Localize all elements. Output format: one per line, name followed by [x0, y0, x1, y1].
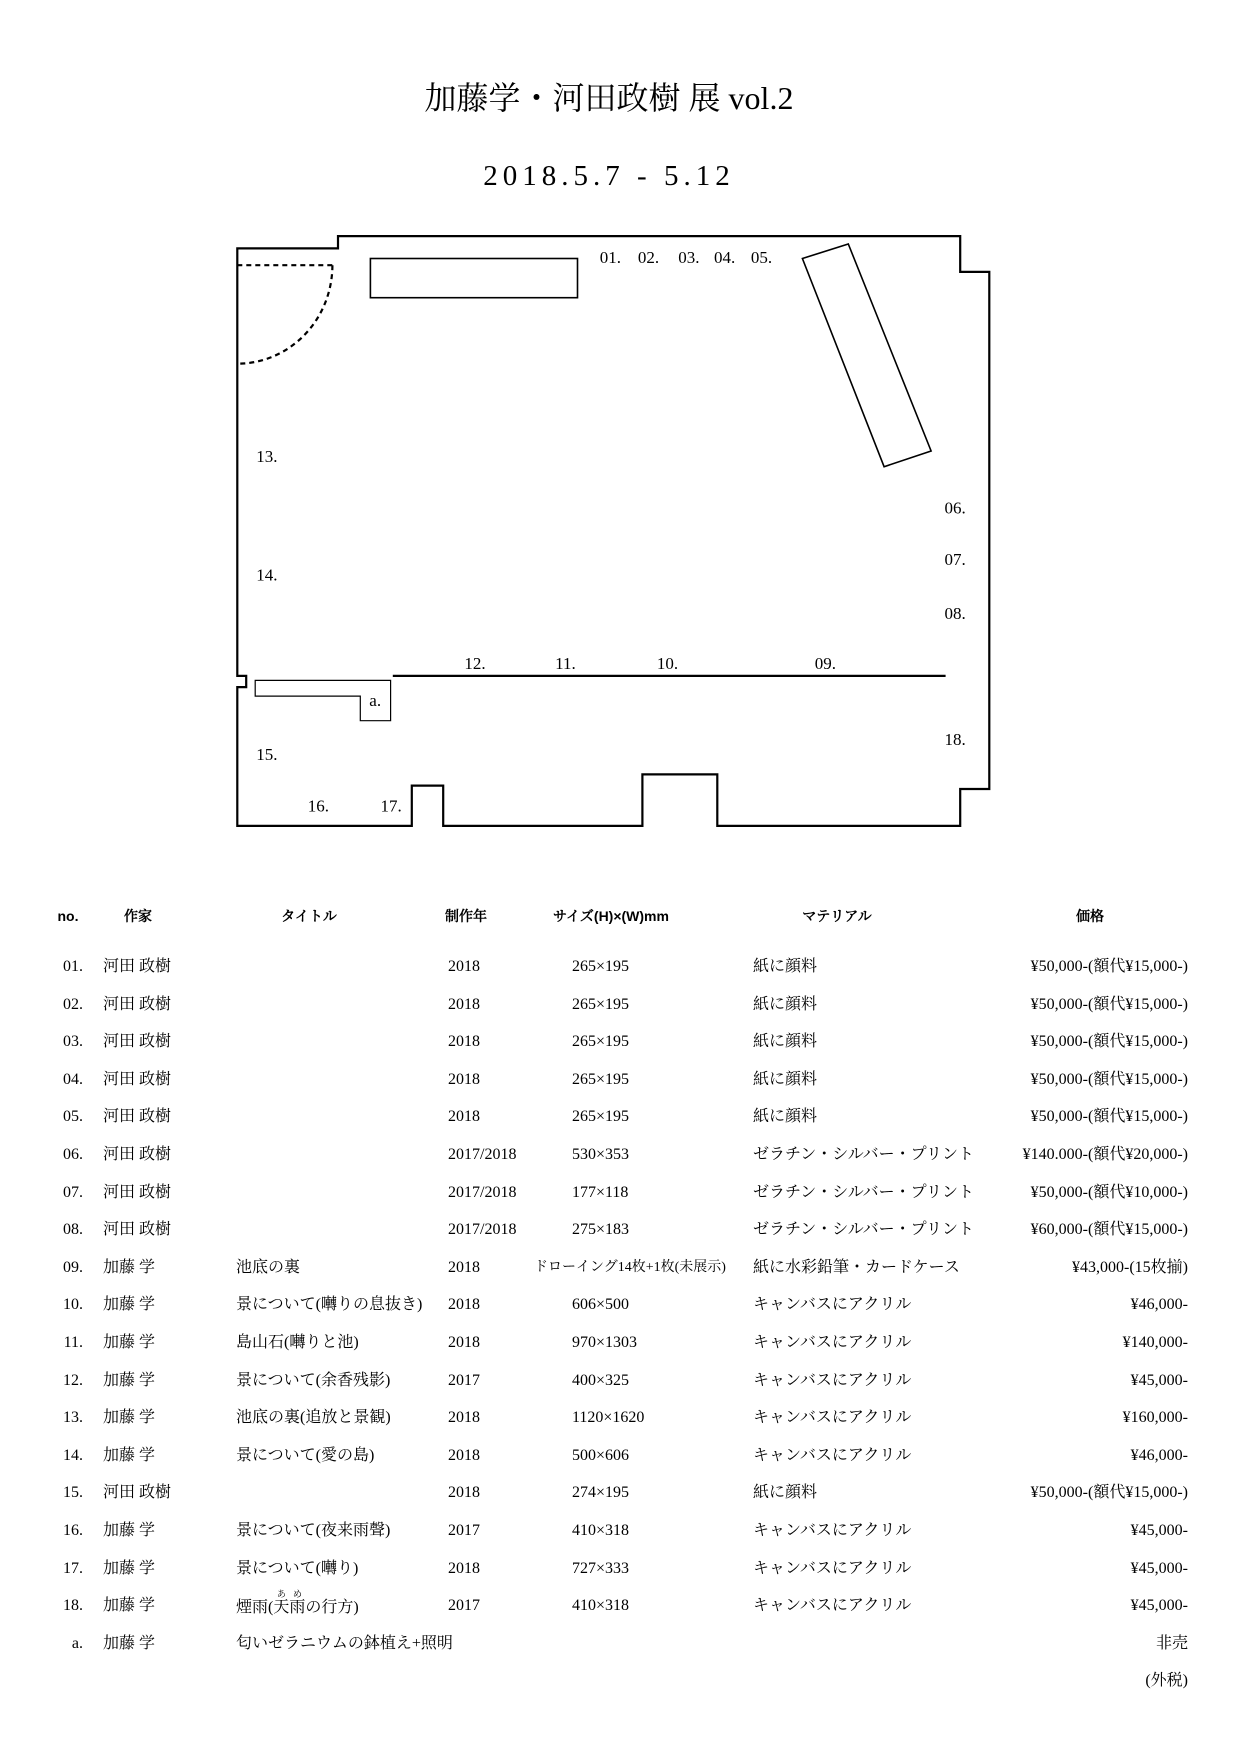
- cell-year: 2017: [448, 1597, 480, 1615]
- cell-no: 14.: [63, 1446, 83, 1464]
- cell-no: 12.: [63, 1371, 83, 1389]
- cell-title: 景について(夜来雨聲): [236, 1522, 391, 1539]
- header-price: 価格: [1076, 908, 1104, 924]
- cell-size: 265×195: [572, 958, 630, 975]
- table-row: [0, 1143, 1240, 1167]
- cell-price: ¥50,000-(額代¥15,000-): [1030, 1033, 1188, 1051]
- door-swing: [237, 265, 332, 364]
- cell-size: 970×1303: [572, 1334, 638, 1351]
- cell-price: ¥45,000-: [1130, 1522, 1188, 1539]
- floor-label-10: 10.: [656, 654, 679, 674]
- cell-title: 匂いゼラニウムの鉢植え+照明: [236, 1634, 453, 1652]
- page-title: 加藤学・河田政樹 展 vol.2: [424, 80, 794, 116]
- floor-label-07: 07.: [944, 550, 966, 570]
- cell-year: 2018: [448, 1484, 480, 1502]
- cell-artist: 河田 政樹: [103, 1484, 172, 1502]
- cell-no: 08.: [63, 1221, 83, 1239]
- cell-size: 1120×1620: [572, 1409, 645, 1427]
- cell-size: 606×500: [572, 1296, 630, 1314]
- cell-year: 2017/2018: [448, 1183, 517, 1201]
- cell-no: 18.: [63, 1597, 83, 1615]
- cell-no: 17.: [63, 1559, 83, 1577]
- table-row: [0, 1444, 1240, 1468]
- cell-artist: 加藤 学: [103, 1409, 156, 1427]
- cell-artist: 河田 政樹: [103, 1033, 172, 1051]
- cell-no: 13.: [63, 1409, 83, 1427]
- cell-material: 紙に顔料: [753, 1033, 818, 1051]
- display-table-angled: [802, 244, 931, 467]
- floor-label-02: 02.: [637, 247, 660, 267]
- cell-size: 177×118: [572, 1183, 629, 1201]
- cell-size: 400×325: [572, 1371, 630, 1389]
- table-row: [0, 1105, 1240, 1129]
- floor-plan: [0, 0, 1240, 860]
- table-row: [0, 1519, 1240, 1543]
- cell-year: 2018: [448, 1296, 480, 1314]
- floor-label-12: 12.: [464, 654, 486, 674]
- cell-no: 04.: [63, 1070, 83, 1088]
- floor-label-17: 17.: [380, 796, 402, 816]
- cell-title: 島山石(囀りと池): [236, 1334, 359, 1351]
- cell-artist: 加藤 学: [103, 1597, 156, 1615]
- cell-material: 紙に顔料: [753, 995, 818, 1013]
- cell-no: 05.: [63, 1108, 83, 1126]
- cell-size: 500×606: [572, 1446, 630, 1464]
- cell-material: キャンバスにアクリル: [753, 1559, 912, 1577]
- header-year: 制作年: [445, 908, 487, 924]
- cell-artist: 加藤 学: [103, 1296, 156, 1314]
- cell-price: ¥50,000-(額代¥15,000-): [1030, 995, 1188, 1013]
- cell-material: ゼラチン・シルバー・プリント: [753, 1183, 975, 1201]
- shelf-a: [255, 680, 390, 720]
- table-row: [0, 1218, 1240, 1242]
- cell-year: 2018: [448, 1409, 480, 1427]
- cell-material: 紙に顔料: [753, 1484, 818, 1502]
- cell-year: 2018: [448, 1446, 480, 1464]
- cell-year: 2018: [448, 1033, 480, 1051]
- floor-label-13: 13.: [256, 447, 278, 467]
- cell-material: キャンバスにアクリル: [753, 1409, 912, 1427]
- table-row: [0, 1068, 1240, 1092]
- cell-title: 景について(愛の島): [236, 1446, 375, 1464]
- cell-price: ¥43,000-(15枚揃): [1072, 1258, 1188, 1276]
- title-ruby: [273, 1589, 306, 1617]
- table-row: [0, 1632, 1240, 1656]
- header-artist: 作家: [124, 908, 152, 924]
- cell-size: 275×183: [572, 1221, 630, 1239]
- cell-year: 2018: [448, 995, 480, 1013]
- cell-price: ¥50,000-(額代¥15,000-): [1030, 958, 1188, 975]
- cell-year: 2017: [448, 1522, 480, 1539]
- table-row: [0, 1331, 1240, 1355]
- cell-title: 池底の裏(追放と景観): [236, 1409, 391, 1427]
- cell-artist: 河田 政樹: [103, 1070, 172, 1088]
- table-row: [0, 1406, 1240, 1430]
- table-row: [0, 993, 1240, 1017]
- cell-size: ドローイング14枚+1枚(未展示): [534, 1259, 726, 1275]
- cell-artist: 加藤 学: [103, 1258, 156, 1276]
- cell-price: ¥50,000-(額代¥15,000-): [1030, 1484, 1188, 1502]
- cell-material: キャンバスにアクリル: [753, 1296, 912, 1314]
- cell-size: 265×195: [572, 1070, 630, 1088]
- cell-artist: 加藤 学: [103, 1334, 156, 1351]
- table-row: [0, 1589, 1240, 1618]
- cell-title: 景について(囀り): [236, 1559, 359, 1577]
- cell-no: 16.: [63, 1522, 83, 1539]
- cell-size: 265×195: [572, 1108, 630, 1126]
- cell-material: キャンバスにアクリル: [753, 1597, 912, 1615]
- cell-no: 03.: [63, 1033, 83, 1051]
- floor-label-08: 08.: [944, 603, 966, 623]
- title-text: 煙雨(: [236, 1599, 274, 1617]
- header-title: タイトル: [281, 908, 337, 924]
- cell-price: ¥50,000-(額代¥10,000-): [1030, 1183, 1188, 1201]
- cell-year: 2017/2018: [448, 1221, 517, 1239]
- ruby-reading: あめ: [273, 1589, 306, 1600]
- floor-label-09: 09.: [814, 654, 836, 674]
- cell-artist: 河田 政樹: [103, 1146, 172, 1163]
- cell-no: 15.: [63, 1484, 83, 1502]
- cell-size: 265×195: [572, 1033, 630, 1051]
- cell-no: 01.: [63, 958, 83, 975]
- floor-label-16: 16.: [307, 796, 330, 816]
- cell-no: 07.: [63, 1183, 83, 1201]
- cell-material: ゼラチン・シルバー・プリント: [753, 1221, 975, 1239]
- cell-price: ¥45,000-: [1130, 1559, 1188, 1577]
- cell-size: 265×195: [572, 995, 630, 1013]
- cell-price: ¥160,000-: [1122, 1409, 1188, 1427]
- cell-artist: 河田 政樹: [103, 995, 172, 1013]
- cell-size: 727×333: [572, 1559, 630, 1577]
- exhibition-dates: 2018.5.7 - 5.12: [483, 160, 735, 192]
- table-row: [0, 1557, 1240, 1581]
- cell-material: 紙に顔料: [753, 1108, 818, 1126]
- floor-label-a: a.: [369, 691, 382, 710]
- cell-material: キャンバスにアクリル: [753, 1522, 912, 1539]
- cell-artist: 加藤 学: [103, 1522, 156, 1539]
- cell-material: 紙に水彩鉛筆・カードケース: [753, 1258, 960, 1276]
- cell-title: 池底の裏: [236, 1258, 301, 1276]
- cell-title: [236, 1589, 359, 1620]
- cell-size: 410×318: [572, 1522, 630, 1539]
- table-row: [0, 1256, 1240, 1280]
- cell-material: 紙に顔料: [753, 1070, 818, 1088]
- floor-label-01: 01.: [599, 247, 622, 267]
- display-table-top: [370, 259, 577, 298]
- cell-size: 530×353: [572, 1146, 630, 1163]
- cell-year: 2018: [448, 958, 480, 975]
- floor-label-18: 18.: [944, 730, 966, 750]
- cell-artist: 加藤 学: [103, 1559, 156, 1577]
- cell-no: a.: [71, 1634, 83, 1652]
- floor-label-15: 15.: [256, 744, 278, 764]
- room-outline: [237, 236, 989, 826]
- table-row: [0, 1481, 1240, 1505]
- table-row: [0, 955, 1240, 979]
- table-row: [0, 1181, 1240, 1205]
- cell-year: 2018: [448, 1258, 480, 1276]
- cell-artist: 加藤 学: [103, 1371, 156, 1389]
- title-text: の行方): [305, 1599, 359, 1617]
- cell-artist: 河田 政樹: [103, 1108, 172, 1126]
- ruby-base: 天雨: [273, 1599, 306, 1617]
- header-size: サイズ(H)×(W)mm: [553, 908, 669, 924]
- floor-label-11: 11.: [555, 654, 576, 674]
- table-row: [0, 1369, 1240, 1393]
- cell-material: ゼラチン・シルバー・プリント: [753, 1146, 975, 1163]
- cell-year: 2018: [448, 1334, 480, 1351]
- floor-label-06: 06.: [944, 498, 966, 518]
- cell-year: 2018: [448, 1559, 480, 1577]
- floor-label-14: 14.: [256, 565, 278, 585]
- cell-price: ¥45,000-: [1130, 1371, 1188, 1389]
- cell-material: 紙に顔料: [753, 958, 818, 975]
- table-row: [0, 1030, 1240, 1054]
- cell-title: 景について(囀りの息抜き): [236, 1296, 423, 1314]
- cell-artist: 加藤 学: [103, 1446, 156, 1464]
- cell-price: 非売: [1155, 1634, 1188, 1652]
- tax-note: (外税): [1145, 1672, 1188, 1689]
- cell-artist: 河田 政樹: [103, 1221, 172, 1239]
- header-no: no.: [57, 908, 79, 924]
- cell-size: 410×318: [572, 1597, 630, 1615]
- floor-label-05: 05.: [750, 247, 773, 267]
- cell-year: 2018: [448, 1070, 480, 1088]
- cell-no: 09.: [63, 1258, 83, 1276]
- cell-size: 274×195: [572, 1484, 630, 1502]
- cell-title: 景について(余香残影): [236, 1371, 391, 1389]
- cell-price: ¥140,000-: [1122, 1334, 1188, 1351]
- cell-price: ¥50,000-(額代¥15,000-): [1030, 1108, 1188, 1126]
- cell-year: 2018: [448, 1108, 480, 1126]
- cell-price: ¥140.000-(額代¥20,000-): [1022, 1146, 1188, 1163]
- cell-material: キャンバスにアクリル: [753, 1334, 912, 1351]
- cell-year: 2017: [448, 1371, 480, 1389]
- cell-no: 02.: [63, 995, 83, 1013]
- floor-label-04: 04.: [714, 247, 736, 267]
- cell-year: 2017/2018: [448, 1146, 517, 1163]
- cell-no: 06.: [63, 1146, 83, 1163]
- cell-artist: 河田 政樹: [103, 1183, 172, 1201]
- cell-price: ¥46,000-: [1130, 1446, 1188, 1464]
- cell-artist: 河田 政樹: [103, 958, 172, 975]
- cell-no: 10.: [63, 1296, 83, 1314]
- cell-material: キャンバスにアクリル: [753, 1371, 912, 1389]
- floor-label-03: 03.: [678, 247, 700, 267]
- cell-price: ¥50,000-(額代¥15,000-): [1030, 1070, 1188, 1088]
- cell-price: ¥45,000-: [1130, 1597, 1188, 1615]
- cell-artist: 加藤 学: [103, 1634, 156, 1652]
- table-row: [0, 1293, 1240, 1317]
- cell-no: 11.: [63, 1334, 83, 1351]
- cell-price: ¥46,000-: [1130, 1296, 1188, 1314]
- header-material: マテリアル: [802, 908, 872, 924]
- cell-price: ¥60,000-(額代¥15,000-): [1030, 1221, 1188, 1239]
- cell-material: キャンバスにアクリル: [753, 1446, 912, 1464]
